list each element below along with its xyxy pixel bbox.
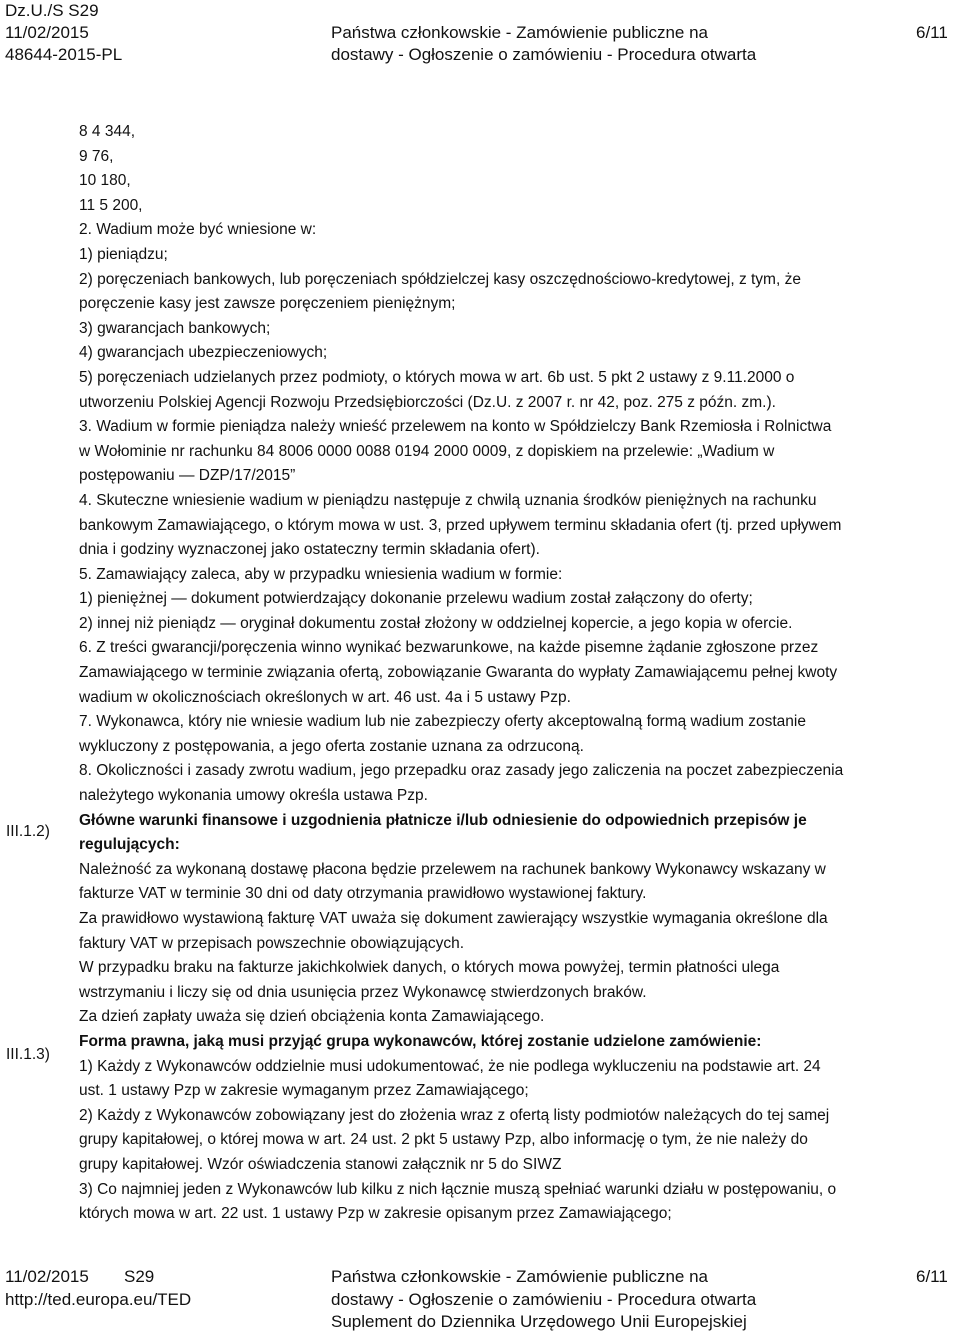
text-line: wadium w okolicznościach określonych w art. 46 ust. 4a i 5 ustawy Pzp. [79,688,571,706]
text-line: W przypadku braku na fakturze jakichkolwiek danych, o których mowa powyżej, termin płatności ulega [79,959,780,977]
footer-title-line-2: dostawy - Ogłoszenie o zamówieniu - Procedura otwarta [331,1290,757,1309]
text-line: grupy kapitałowej. Wzór oświadczenia stanowi załącznik nr 5 do SIWZ [79,1155,562,1173]
text-line: Za prawidłowo wystawioną fakturę VAT uważa się dokument zawierający wszystkie wymagania określone dla [79,910,828,927]
footer-series: S29 [124,1267,155,1286]
text-line: poręczenie kasy jest zawsze poręczeniem pieniężnym; [79,295,456,313]
text-line: 2. Wadium może być wniesione w: [79,221,317,239]
text-line: 11 5 200, [79,196,143,214]
section-label-iii-1-2: III.1.2) [6,823,50,840]
section-heading: regulujących: [79,836,180,854]
header-notice-number: 48644-2015-PL [5,45,123,64]
section-label-iii-1-3: III.1.3) [6,1046,50,1063]
text-line: faktury VAT w przepisach powszechnie obowiązujących. [79,934,465,952]
text-line: fakturze VAT w terminie 30 dni od daty otrzymania prawidłowo wystawionej faktury. [79,885,647,903]
header-page-number: 6/11 [916,23,948,42]
section-heading: Forma prawna, jaką musi przyjąć grupa wykonawców, której zostanie udzielone zamówienie: [79,1032,762,1050]
text-line: 6. Z treści gwarancji/poręczenia winno wynikać bezwarunkowe, na każde pisemne żądanie zgłoszone przez [79,639,819,657]
document-body [79,120,944,1227]
section-heading: Główne warunki finansowe i uzgodnienia płatnicze i/lub odniesienie do odpowiednich przepisów je [79,811,807,829]
text-line: 5. Zamawiający zaleca, aby w przypadku wniesienia wadium w formie: [79,565,563,583]
footer-supplement: Suplement do Dziennika Urzędowego Unii Europejskiej [331,1312,747,1331]
footer-date: 11/02/2015 [5,1267,89,1286]
text-line: ust. 1 ustawy Pzp w zakresie wymaganym przez Zamawiającego; [79,1082,529,1100]
text-line: wykluczony z postępowania, a jego oferta zostanie uznana za odrzuconą. [79,737,584,755]
text-line: należytego wykonania umowy określa ustawa Pzp. [79,787,428,805]
text-line: Za dzień zapłaty uważa się dzień obciążenia konta Zamawiającego. [79,1008,545,1026]
header-journal-ref: Dz.U./S S29 [5,1,99,20]
text-line: postępowaniu — DZP/17/2015” [79,467,296,485]
text-line: bankowym Zamawiającego, o którym mowa w ust. 3, przed upływem terminu składania ofert (tj. przed upływem [79,516,842,534]
text-line: 8 4 344, [79,123,136,140]
text-line: utworzeniu Polskiej Agencji Rozwoju Przedsiębiorczości (Dz.U. z 2007 r. nr 42, poz. 275 z późn. zm.). [79,393,776,411]
text-line: grupy kapitałowej, o której mowa w art. 24 ust. 2 pkt 5 ustawy Pzp, albo informację o tym, że nie należy do [79,1131,808,1149]
payment-terms-section [79,809,944,1030]
text-line: których mowa w art. 22 ust. 1 ustawy Pzp w zakresie opisanym przez Zamawiającego; [79,1205,672,1223]
wadium-section [79,120,944,809]
text-line: 2) innej niż pieniądz — oryginał dokumentu został złożony w oddzielnej kopercie, a jego kopia w ofercie. [79,614,793,632]
text-line: wstrzymaniu i liczy się od dnia usunięcia przez Wykonawcę stwierdzonych braków. [79,983,647,1001]
footer-title-line-1: Państwa członkowskie - Zamówienie publiczne na [331,1267,709,1286]
text-line: 7. Wykonawca, który nie wniesie wadium lub nie zabezpieczy oferty akceptowalną formą wadium zostanie [79,713,806,731]
text-line: 5) poręczeniach udzielanych przez podmioty, o których mowa w art. 6b ust. 5 pkt 2 ustawy z 9.11.2000 o [79,368,795,386]
header-title-line-1: Państwa członkowskie - Zamówienie publiczne na [331,23,709,42]
text-line: Należność za wykonaną dostawę płacona będzie przelewem na rachunek bankowy Wykonawcy wskazany w [79,860,826,878]
text-line: dnia i godziny wyznaczonej jako ostateczny termin składania ofert). [79,541,540,559]
text-line: 2) Każdy z Wykonawców zobowiązany jest do złożenia wraz z ofertą listy podmiotów należących do tej samej [79,1106,830,1124]
footer-page-number: 6/11 [916,1267,948,1286]
text-line: 3) Co najmniej jeden z Wykonawców lub kilku z nich łącznie muszą spełniać warunki działu w postępowaniu, o [79,1180,837,1198]
text-line: 8. Okoliczności i zasady zwrotu wadium, jego przepadku oraz zasady jego zaliczenia na poczet zabezpieczenia [79,762,844,780]
header-date: 11/02/2015 [5,23,89,42]
text-line: w Wołominie nr rachunku 84 8006 0000 0088 0194 2000 0009, z dopiskiem na przelewie: „Wadium w [79,442,775,460]
text-line: 2) poręczeniach bankowych, lub poręczeniach spółdzielczej kasy oszczędnościowo-kredytowej, z tym, że [79,270,801,288]
text-line: 1) Każdy z Wykonawców oddzielnie musi udokumentować, że nie podlega wykluczeniu na podstawie art. 24 [79,1057,821,1075]
text-line: Zamawiającego w terminie związania ofertą, zobowiązanie Gwaranta do wypłaty Zamawiającemu pełnej kwoty [79,664,838,682]
text-line: 3. Wadium w formie pieniądza należy wnieść przelewem na konto w Spółdzielczy Bank Rzemiosła i Rolnictwa [79,418,832,436]
text-line: 4) gwarancjach ubezpieczeniowych; [79,344,328,362]
text-line: 3) gwarancjach bankowych; [79,319,271,337]
text-line: 1) pieniądzu; [79,245,168,263]
footer-url: http://ted.europa.eu/TED [5,1290,192,1309]
text-line: 9 76, [79,147,114,165]
text-line: 4. Skuteczne wniesienie wadium w pieniądzu następuje z chwilą uznania środków pieniężnych na rachunku [79,491,817,509]
text-line: 1) pieniężnej — dokument potwierdzający dokonanie przelewu wadium został załączony do oferty; [79,590,753,608]
legal-form-section [79,1030,944,1227]
header-title-line-2: dostawy - Ogłoszenie o zamówieniu - Procedura otwarta [331,45,757,64]
text-line: 10 180, [79,172,131,190]
